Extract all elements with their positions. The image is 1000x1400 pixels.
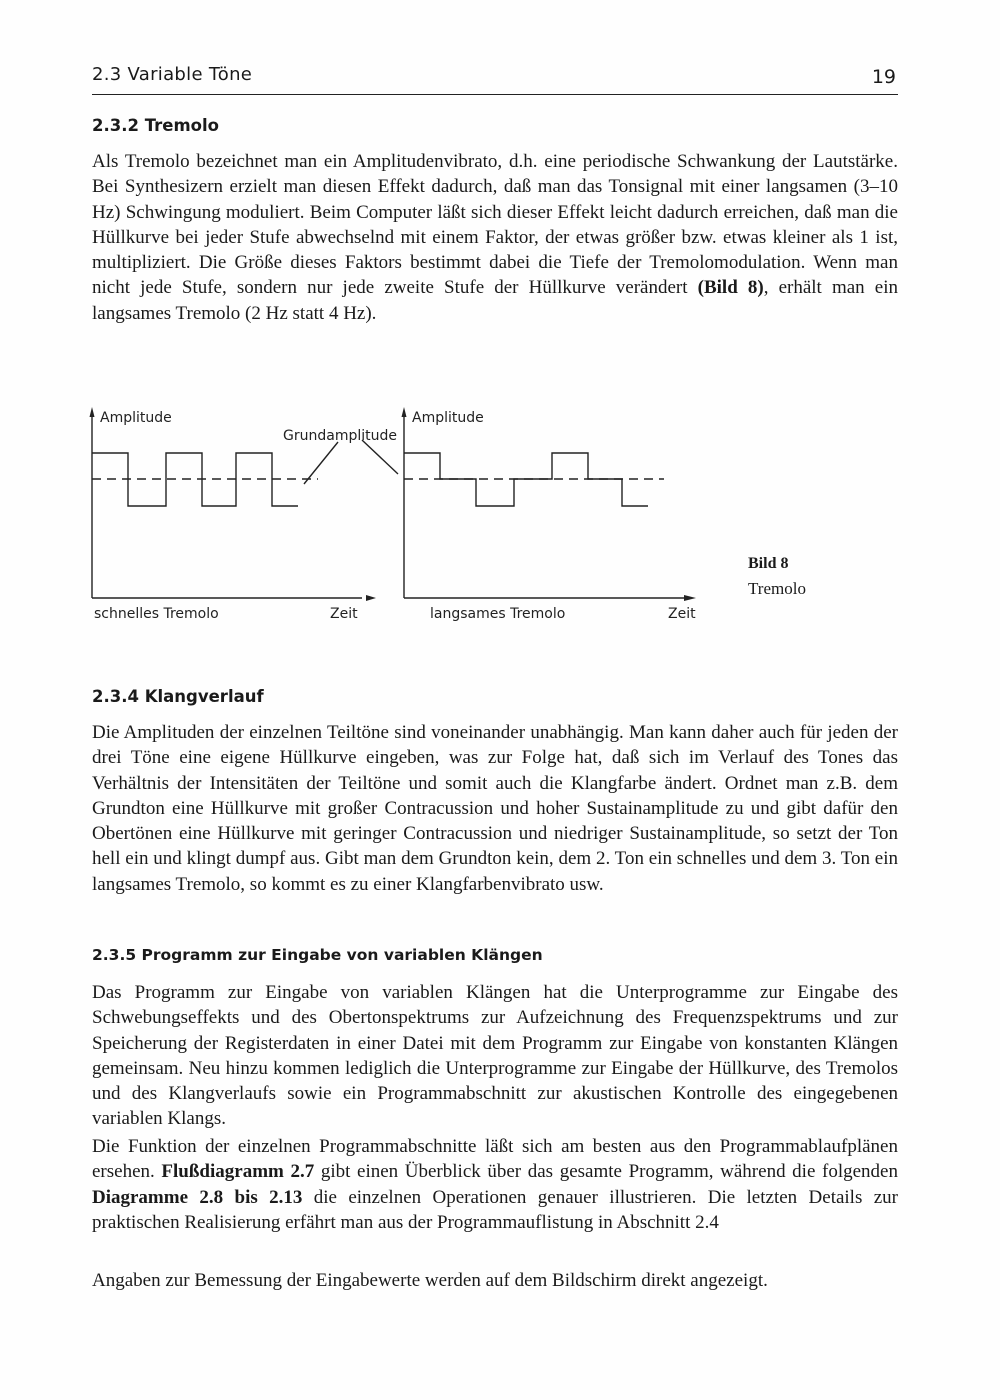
left-y-arrow [90,407,95,417]
paragraph-text: , erhält man ein langsames Tremolo (2 Hz statt 4 Hz). [92,277,898,324]
figure-number: Bild 8 [748,555,789,572]
annotation-line-right [362,440,398,474]
right-x-arrow [684,595,696,601]
paragraph-programm: Das Programm zur Eingabe von variablen Klängen hat die Unterprogramme zur Eingabe des Schwebungseffekts und des Obertonspektrums zur Aufzeichnung des Frequenzspektrums und zur Speicherung der Registerdaten in einer Datei mit dem Programm zur Eingabe von konstanten Klängen gemeinsam. Neu hinzu kommen lediglich die Unterprogramme zur Eingabe der Hüllkurve, des Tremolos und des Klangverlaufs sowie ein Programmabschnitt zur akustischen Kontrolle des eingegebenen variablen Klangs. [92,982,898,1130]
left-y-label: Amplitude [100,410,172,426]
right-y-arrow [402,407,407,417]
left-x-arrow [366,595,376,601]
paragraph-text: die einzelnen Operationen genauer illustrieren. Die letzten Details zur praktischen Realisierung erfährt man aus der Programmauflistung in Abschnitt 2.4 [92,1186,898,1233]
heading-2-3-5: 2.3.5 Programm zur Eingabe von variablen Klängen [92,946,543,964]
annotation-line-left [304,442,338,484]
paragraph-text: Als Tremolo bezeichnet man ein Amplitudenvibrato, d.h. eine periodische Schwankung der Lautstärke. Bei Synthesizern erzielt man diesen Effekt dadurch, daß man das Tonsignal mit einer langsamen (3–10 Hz) Schwingung moduliert. Beim Computer läßt sich dieser Effekt leicht dadurch erreichen, daß man die Hüllkurve bei jeder Stufe abwechselnd mit einem Faktor, der etwas größer bzw. etwas kleiner als 1 ist, multipliziert. Die Größe dieses Faktors bestimmt dabei die Tiefe der Tremolomodulation. Wenn man nicht jede Stufe, sondern nur jede zweite Stufe der Hüllkurve verändert [92,151,898,299]
heading-2-3-4: 2.3.4 Klangverlauf [92,687,264,706]
paragraph-tremolo [92,149,898,326]
figure-caption [748,555,806,599]
running-head [92,62,898,95]
left-caption: schnelles Tremolo [94,606,219,622]
paragraph-angaben: Angaben zur Bemessung der Eingabewerte werden auf dem Bildschirm direkt angezeigt. [92,1270,768,1291]
running-head-section: 2.3 Variable Töne [92,64,253,85]
annotation-label: Grundamplitude [283,428,397,444]
right-y-label: Amplitude [412,410,484,426]
figure-reference: Diagramme 2.8 bis 2.13 [92,1186,303,1208]
heading-2-3-2: 2.3.2 Tremolo [92,116,220,135]
paragraph-text: gibt einen Überblick über das gesamte Programm, während die folgenden [314,1161,898,1183]
page-number: 19 [871,66,896,88]
left-x-label: Zeit [330,606,358,622]
right-x-label: Zeit [668,606,696,622]
paragraph-text: Die Funktion der einzelnen Programmabschnitte läßt sich am besten aus den Programmablaufplänen ersehen. [92,1136,898,1183]
paragraph-klangverlauf: Die Amplituden der einzelnen Teiltöne sind voneinander unabhängig. Man kann daher auch für jeden der drei Töne eine eigene Hüllkurve eingeben, was zur Folge hat, daß sich im Verlauf des Tones das Verhältnis der Intensitäten der Teiltöne und somit auch die Klangfarbe ändert. Ordnet man z.B. dem Grundton eine Hüllkurve mit großer Contracussion und hoher Sustainamplitude zu und gibt dafür den Obertönen eine Hüllkurve mit geringer Contracussion und niedriger Sustainamplitude, so setzt der Ton hell ein und klingt dumpf aus. Gibt man dem Grundton kein, dem 2. Ton ein schnelles und dem 3. Ton ein langsames Tremolo, so kommt es zu einer Klangfarbenvibrato usw. [92,722,898,895]
figure-title: Tremolo [748,579,806,598]
tremolo-figure [80,398,720,630]
right-caption: langsames Tremolo [430,606,566,622]
figure-reference: Flußdiagramm 2.7 [161,1161,315,1183]
figure-reference: (Bild 8) [697,277,764,299]
paragraph-funktion [92,1134,898,1235]
